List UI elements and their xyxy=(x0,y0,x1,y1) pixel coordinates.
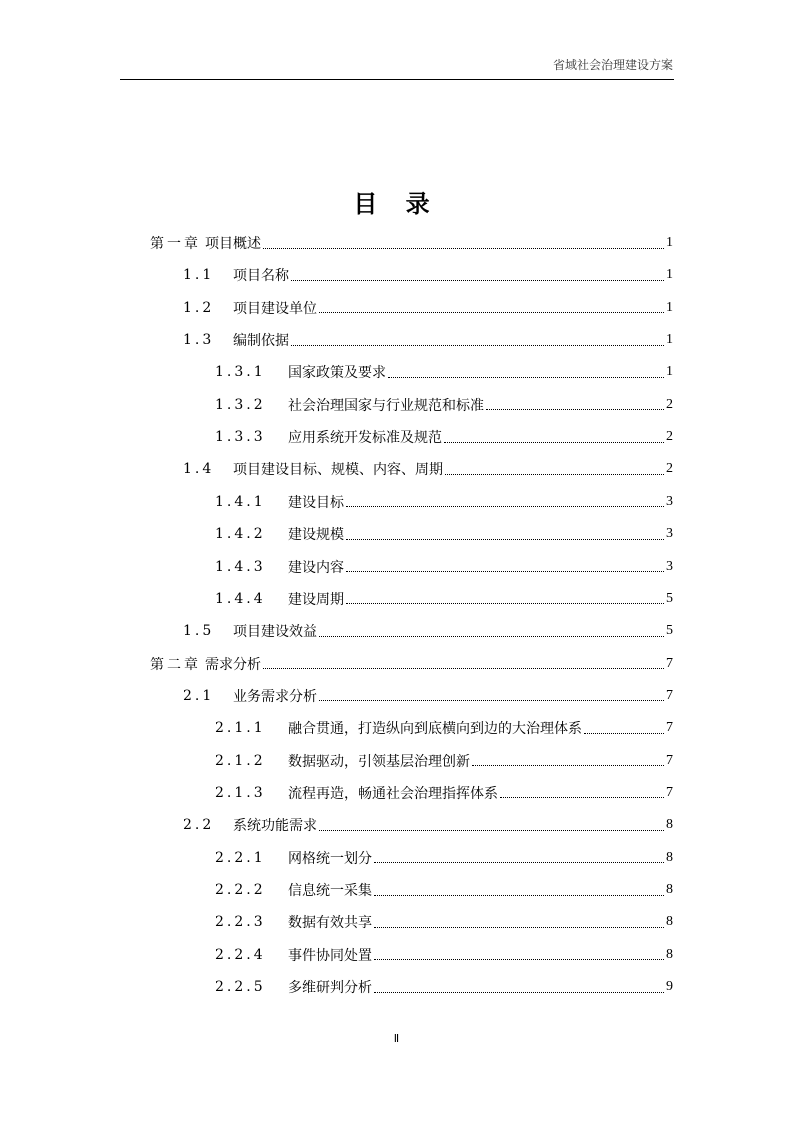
toc-entry-number: 2.2.2 xyxy=(215,882,266,898)
toc-entry-number: 1.4 xyxy=(183,461,215,478)
toc-entry-title: 事件协同处置 xyxy=(288,947,372,964)
toc-entry[interactable] xyxy=(183,453,673,485)
toc-entry-title: 信息统一采集 xyxy=(288,883,372,899)
toc-dot-leader xyxy=(346,539,664,540)
toc-dot-leader xyxy=(486,409,664,410)
toc-dot-leader xyxy=(319,830,664,831)
toc-entry-number: 第二章 xyxy=(150,656,201,673)
toc-entry-title: 网格统一划分 xyxy=(288,850,372,867)
toc-entry-page: 2 xyxy=(666,396,673,412)
toc-entry-number: 1.5 xyxy=(183,623,215,640)
toc-dot-leader xyxy=(584,733,664,734)
toc-entry-page: 2 xyxy=(666,429,673,445)
toc-dot-leader xyxy=(388,377,664,378)
toc-dot-leader xyxy=(346,603,664,604)
toc-entry[interactable] xyxy=(215,389,673,421)
toc-entry-number: 1.4.4 xyxy=(215,590,266,607)
toc-entry-page: 1 xyxy=(666,267,673,283)
toc-entry-title: 融合贯通，打造纵向到底横向到边的大治理体系 xyxy=(288,721,582,738)
toc-entry-number: 2.2.5 xyxy=(215,979,266,996)
toc-dot-leader xyxy=(444,442,664,443)
toc-entry-page: 8 xyxy=(666,849,673,865)
running-header: 省域社会治理建设方案 xyxy=(552,58,673,72)
toc-entry-number: 2.1.2 xyxy=(215,752,266,769)
toc-entry[interactable] xyxy=(215,356,673,388)
toc-entry-page: 5 xyxy=(666,590,673,606)
toc-entry[interactable] xyxy=(150,648,673,680)
toc-entry-title: 系统功能需求 xyxy=(233,818,317,835)
toc-entry-number: 1.4.1 xyxy=(215,493,266,510)
toc-entry[interactable] xyxy=(215,712,673,744)
toc-entry-page: 7 xyxy=(666,752,673,768)
toc-entry-title: 项目建设单位 xyxy=(233,300,317,317)
toc-entry[interactable] xyxy=(215,745,673,777)
toc-entry[interactable] xyxy=(183,324,673,356)
toc-entry-page: 8 xyxy=(666,914,673,930)
toc-entry[interactable] xyxy=(183,615,673,647)
toc-dot-leader xyxy=(291,345,664,346)
toc-dot-leader xyxy=(263,668,664,669)
toc-entry-title: 建设目标 xyxy=(288,494,344,511)
toc-entry[interactable] xyxy=(215,583,673,615)
toc-entry-number: 1.3 xyxy=(183,332,215,349)
toc-entry[interactable] xyxy=(215,551,673,583)
toc-entry-title: 数据有效共享 xyxy=(288,915,372,932)
toc-entry-number: 2.1 xyxy=(183,687,215,704)
toc-entry-page: 7 xyxy=(666,687,673,703)
toc-dot-leader xyxy=(319,312,664,313)
toc-dot-leader xyxy=(500,797,664,798)
toc-entry-number: 1.4.2 xyxy=(215,526,266,543)
header-divider xyxy=(120,79,674,80)
toc-entry-page: 1 xyxy=(666,299,673,315)
toc-entry-title: 多维研判分析 xyxy=(288,980,372,997)
toc-entry-title: 建设内容 xyxy=(288,559,344,576)
toc-entry-number: 1.3.1 xyxy=(215,364,266,381)
toc-entry-page: 3 xyxy=(666,493,673,509)
toc-entry-number: 1.2 xyxy=(183,299,215,316)
toc-entry-number: 2.2.4 xyxy=(215,946,266,963)
toc-entry-number: 第一章 xyxy=(150,236,201,252)
toc-entry-title: 建设周期 xyxy=(288,591,344,608)
toc-entry[interactable] xyxy=(183,809,673,841)
toc-entry-number: 1.1 xyxy=(183,267,215,284)
toc-entry-page: 9 xyxy=(666,979,673,995)
toc-entry[interactable] xyxy=(215,874,673,906)
toc-entry-number: 2.2 xyxy=(183,817,215,834)
toc-dot-leader xyxy=(319,636,664,637)
toc-entry-title: 项目名称 xyxy=(233,268,289,285)
toc-entry-page: 1 xyxy=(666,364,673,380)
toc-entry-page: 7 xyxy=(666,784,673,800)
toc-entry-page: 7 xyxy=(666,720,673,736)
toc-dot-leader xyxy=(291,280,664,281)
toc-entry[interactable] xyxy=(215,842,673,874)
toc-entry[interactable] xyxy=(215,971,673,1003)
toc-dot-leader xyxy=(346,506,664,507)
toc-entry[interactable] xyxy=(150,227,673,259)
toc-entry-title: 业务需求分析 xyxy=(233,688,317,705)
toc-entry[interactable] xyxy=(183,292,673,324)
footer-page-number: Ⅱ xyxy=(393,1032,400,1045)
toc-dot-leader xyxy=(374,895,664,896)
toc-entry-page: 3 xyxy=(666,526,673,542)
toc-dot-leader xyxy=(319,700,664,701)
toc-entry-title: 应用系统开发标准及规范 xyxy=(288,430,442,447)
toc-entry-page: 8 xyxy=(666,817,673,833)
toc-entry-title: 项目概述 xyxy=(205,236,261,252)
toc-entry[interactable] xyxy=(215,939,673,971)
toc-dot-leader xyxy=(472,765,664,766)
toc-entry[interactable] xyxy=(215,486,673,518)
toc-entry-page: 8 xyxy=(666,882,673,897)
toc-entry-page: 1 xyxy=(666,332,673,348)
toc-dot-leader xyxy=(374,862,664,863)
toc-dot-leader xyxy=(374,959,664,960)
toc-entry-title: 编制依据 xyxy=(233,333,289,350)
toc-entry-number: 2.1.3 xyxy=(215,784,266,801)
toc-entry-page: 8 xyxy=(666,946,673,962)
toc-dot-leader xyxy=(445,474,664,475)
toc-entry-title: 需求分析 xyxy=(205,656,261,673)
toc-entry-page: 5 xyxy=(666,623,673,639)
toc-entry-page: 3 xyxy=(666,558,673,574)
toc-entry[interactable] xyxy=(183,259,673,291)
toc-entry-page: 1 xyxy=(666,235,673,250)
toc-entry-number: 2.1.1 xyxy=(215,720,266,737)
toc-entry[interactable] xyxy=(215,518,673,550)
toc-dot-leader xyxy=(374,992,664,993)
toc-entry-title: 流程再造，畅通社会治理指挥体系 xyxy=(288,785,498,802)
toc-entry-number: 2.2.3 xyxy=(215,914,266,931)
toc-title: 目 录 xyxy=(353,190,440,218)
toc-entry-title: 社会治理国家与行业规范和标准 xyxy=(288,397,484,414)
toc-entry[interactable] xyxy=(215,421,673,453)
toc-entry-number: 1.4.3 xyxy=(215,558,266,575)
toc-entry-title: 建设规模 xyxy=(288,527,344,544)
toc-entry-number: 1.3.3 xyxy=(215,429,266,446)
toc-entry-number: 2.2.1 xyxy=(215,849,266,866)
toc-entry-page: 7 xyxy=(666,655,673,671)
toc-entry-number: 1.3.2 xyxy=(215,396,266,413)
toc-entry[interactable] xyxy=(183,680,673,712)
toc-dot-leader xyxy=(374,927,664,928)
toc-entry-title: 国家政策及要求 xyxy=(288,365,386,382)
toc-entry-title: 项目建设效益 xyxy=(233,624,317,641)
toc-entry[interactable] xyxy=(215,777,673,809)
toc-entry[interactable] xyxy=(215,906,673,938)
toc-entry-page: 2 xyxy=(666,461,673,477)
toc-entry-title: 数据驱动，引领基层治理创新 xyxy=(288,753,470,770)
toc-dot-leader xyxy=(346,571,664,572)
toc-entry-title: 项目建设目标、规模、内容、周期 xyxy=(233,462,443,479)
toc-dot-leader xyxy=(263,248,664,249)
